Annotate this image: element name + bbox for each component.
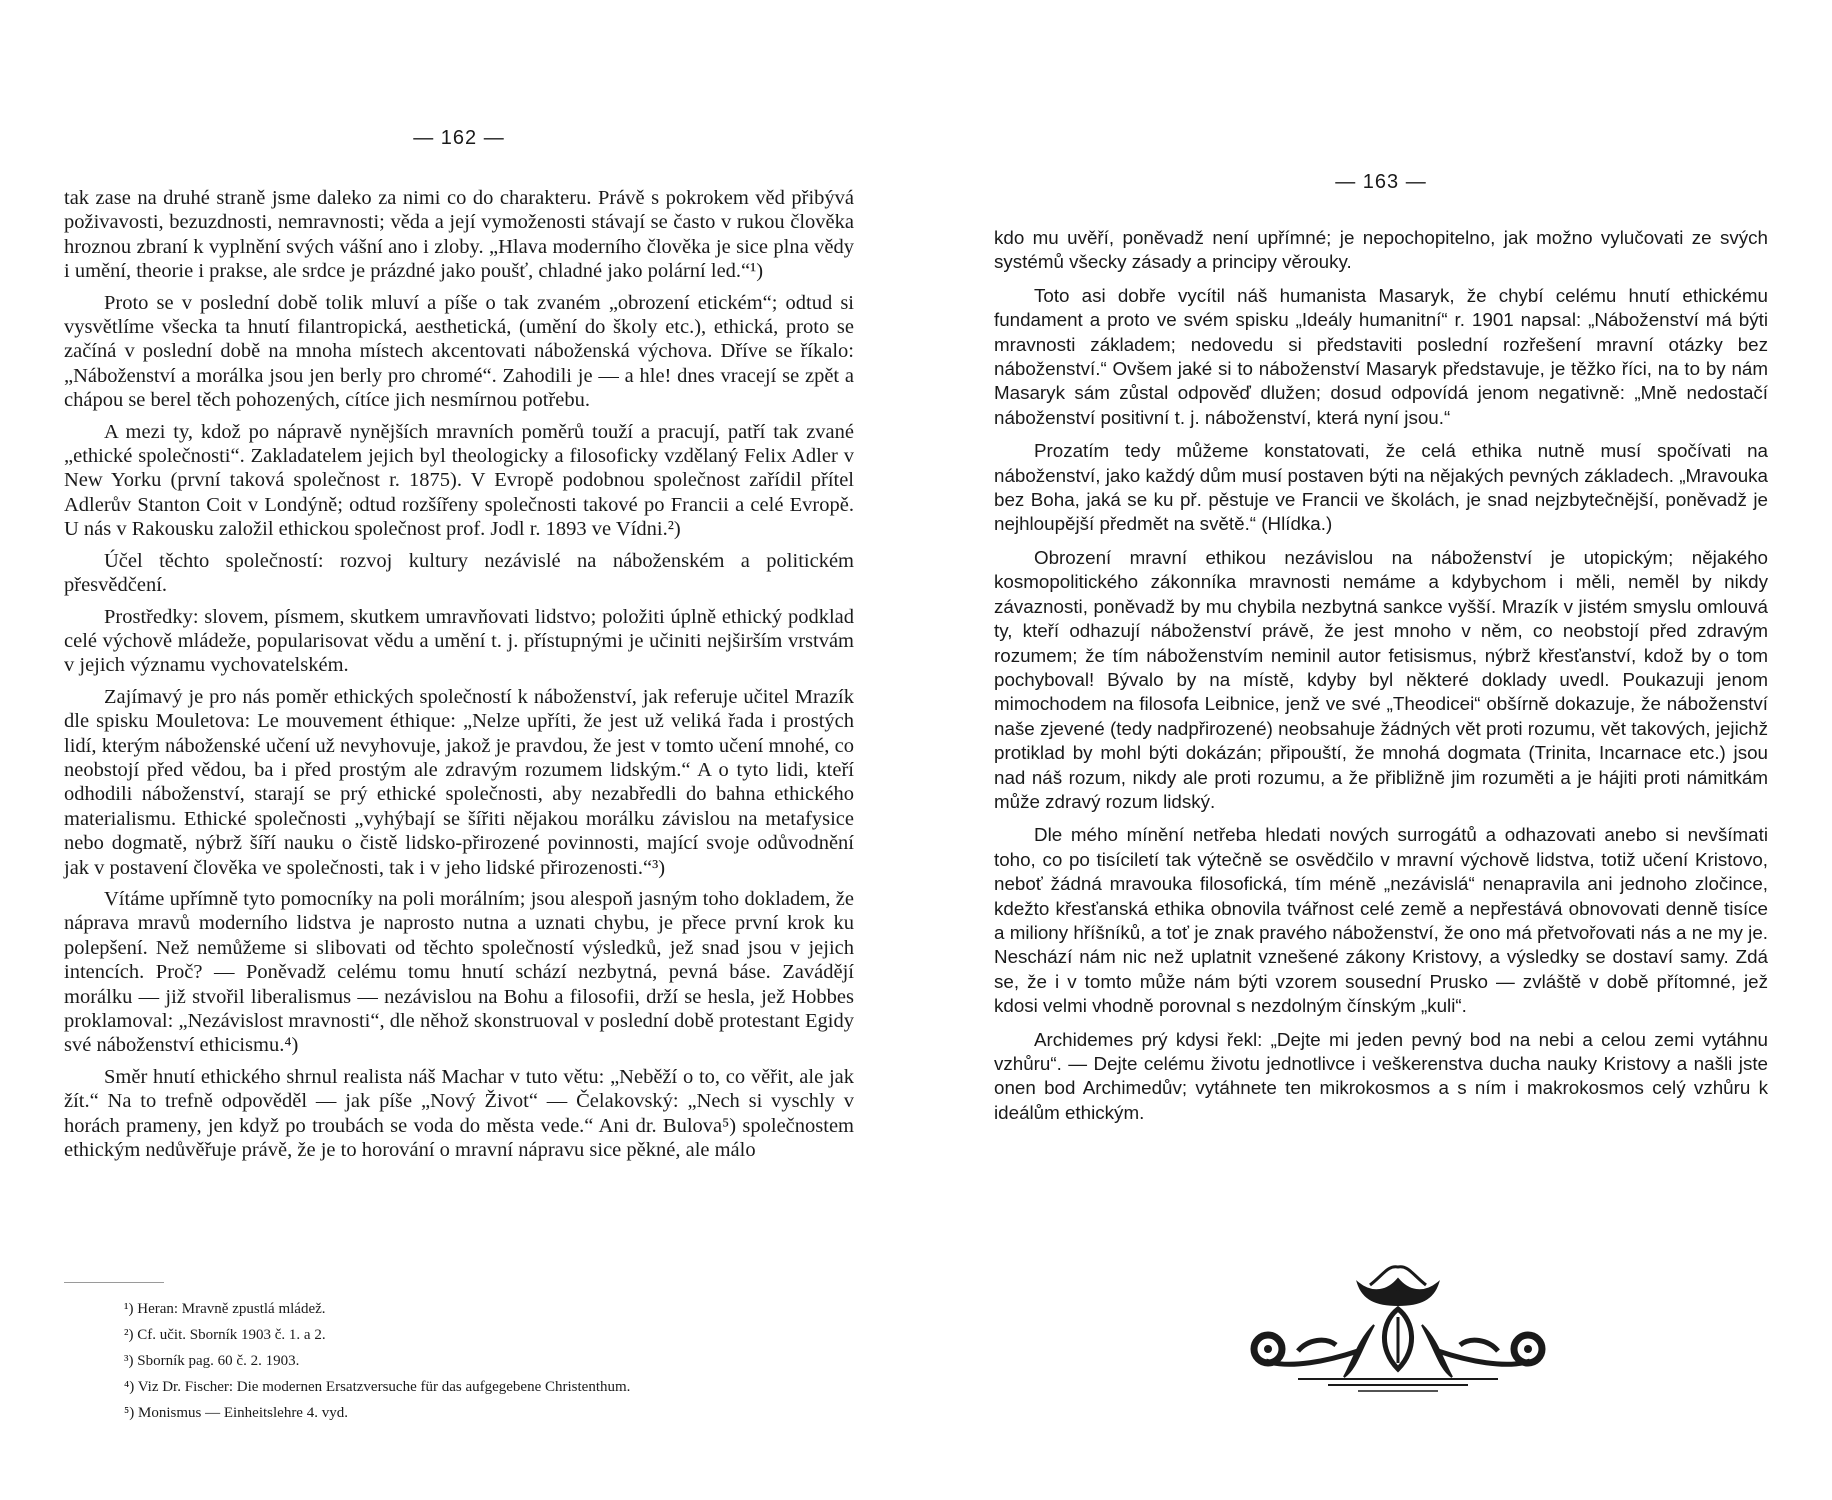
footnote-mark: ³) bbox=[124, 1353, 134, 1369]
body-text bbox=[64, 186, 854, 1169]
paragraph: Prozatím tedy můžeme konstatovati, že celá ethika nutně musí spočívati na náboženství, jako každý dům musí postaven býti na nějakých pevných základech. „Mravouka bez Boha, jaká se ku př. pěstuje ve Francii ve školách, je snad nejzbytečnější, poněvadž je nejhloupější předmět na světě.“ (Hlídka.) bbox=[994, 440, 1768, 535]
paragraph: Prostředky: slovem, písmem, skutkem umravňovati lidstvo; položiti úplně ethický podklad celé výchově mládeže, popularisovat vědu a umění t. j. přístupnými je učiniti nejširším vrstvám v jejich významu vychovatelském. bbox=[64, 605, 854, 677]
paragraph: Dle mého mínění netřeba hledati nových surrogátů a odhazovati anebo si nevšímati toho, co po tisíciletí tak výtečně se osvědčilo v mravní výchově lidstva, totiž učení Kristovo, neboť žádná mravouka filosofická, tím méně „nezávislá“ nenapravila ani jednoho zločince, kdežto křesťanská ethika obnovila tvářnost celé země a nepřestává obnovovati denně tisíce a miliony hříšníků, a toť je znak pravého náboženství, že ono má přetvořovati nás a ne my je. Neschází nám nic než uplatnit vznešené zákony Kristovy, a výsledky se dostaví samy. Zdá se, že i v tomto může nám býti vzorem sousední Prusko — zvláště v době přítomné, jež kdosi velmi vhodně porovnal s nezdolným čínským „kuli“. bbox=[994, 824, 1768, 1017]
page-number: — 162 — bbox=[413, 127, 505, 149]
footnote-mark: ²) bbox=[124, 1327, 134, 1343]
footnote bbox=[124, 1348, 864, 1374]
paragraph: Zajímavý je pro nás poměr ethických společností k náboženství, jak referuje učitel Mrazík dle spisku Mouletova: Le mouvement éthique: „Nelze upříti, že jest už veliká řada i prostých lidí, kterým náboženské učení už nevyhovuje, jakož je pravdou, že jest v tomto učení mnohé, co neobstojí před vědou, ba i před prostým ale zdravým rozumem lidským.“ A o tyto lidi, kteří odhodili náboženství, starají se prý ethické společnosti, aby nezabředli do bahna ethického materialismu. Ethické společnosti „vyhýbají se šířiti nějakou morálku závislou na metafysice nebo dogmatě, nýbrž šíří nauku o čistě lidsko-přirozené povinnosti, mající svoje odůvodnění jak v postavení člověka ve společnosti, tak i v jeho lidské přirozenosti.“³) bbox=[64, 685, 854, 879]
footnote bbox=[124, 1322, 864, 1348]
paragraph: Proto se v poslední době tolik mluví a píše o tak zvaném „obrození etickém“; odtud si vysvětlíme všecka ta hnutí filantropická, aesthetická, (umění do školy etc.), ethická, proto se začíná v poslední době na mnoha místech akcentovati náboženská výchova. Dříve se říkalo: „Náboženství a morálka jsou jen berly pro chromé“. Zahodili je — a hle! dnes vracejí se zpět a chápou se berel těch pohozených, cítíce jich nesmírnou potřebu. bbox=[64, 291, 854, 412]
paragraph: A mezi ty, kdož po nápravě nynějších mravních poměrů touží a pracují, patří tak zvané „ethické společnosti“. Zakladatelem jejich byl theologicky a filosoficky vzdělaný Felix Adler v New Yorku (první taková společnost r. 1875). V Evropě podobnou společnost zařídil přítel Adlerův Stanton Coit v Londýně; odtud rozšířeny společnosti takové po Francii a celé Evropě. U nás v Rakousku založil ethickou společnost prof. Jodl r. 1893 ve Vídni.²) bbox=[64, 420, 854, 541]
footnote-text: Heran: Mravně zpustlá mládež. bbox=[137, 1301, 326, 1317]
paragraph: Vítáme upřímně tyto pomocníky na poli morálním; jsou alespoň jasným toho dokladem, že náprava mravů moderního lidstva je naprosto nutna a uznati chybu, je přece první krok ku polepšení. Než nemůžeme si slibovati od těchto společností výsledků, jež snad jsou v jejich intencích. Proč? — Poněvadž celému tomu hnutí schází nezbytná, pevná báse. Zavádějí morálku — již stvořil liberalismus — nezávislou na Bohu a filosofii, drží se hesla, jež Hobbes proklamoval: „Nezávislost mravnosti“, dle něhož skonstruoval v poslední době protestant Egidy své náboženství ethicismu.⁴) bbox=[64, 887, 854, 1057]
footnote bbox=[124, 1400, 864, 1426]
footnote bbox=[124, 1296, 864, 1322]
footnote-text: Monismus — Einheitslehre 4. vyd. bbox=[137, 1405, 348, 1421]
paragraph: Účel těchto společností: rozvoj kultury nezávislé na náboženském a politickém přesvědčení. bbox=[64, 549, 854, 597]
footnote-mark: ¹) bbox=[124, 1301, 134, 1317]
footnote-mark: ⁵) bbox=[124, 1405, 135, 1421]
footnote-text: Sborník pag. 60 č. 2. 1903. bbox=[137, 1353, 300, 1369]
paragraph: Obrození mravní ethikou nezávislou na náboženství je utopickým; nějakého kosmopolitického zákonníka mravnosti nemáme a kdybychom i měli, neměl by nikdy závaznosti, poněvadž by mu chybila nezbytná sankce vyšší. Mrazík v jistém smyslu omlouvá ty, kteří odhazují náboženství právě, že jest mnoho v něm, co neobstojí před zdravým rozumem; že tím náboženstvím neminil autor fetisismus, nýbrž křesťanství, kdož by o tom pochyboval! Bývalo by na místě, kdyby byl některé doklady uvedl. Poukazuji jenom mimochodem na filosofa Leibnice, jenž ve své „Theodicei“ obšírně dokazuje, že náboženství naše zjevené (tedy nadpřirozené) neobsahuje žádných vět proti rozumu, vět takových, jejichž protiklad by mohl býti dokázán; připouští, že mnohá dogmata (Trinita, Incarnace etc.) jsou nad náš rozum, nikdy ale proti rozumu, a že přibližně jim rozuměti a je hájiti proti námitkám může zdravý rozum lidský. bbox=[994, 546, 1768, 812]
footnote-mark: ⁴) bbox=[124, 1379, 135, 1395]
footnote-text: Cf. učit. Sborník 1903 č. 1. a 2. bbox=[137, 1327, 326, 1343]
paragraph: Směr hnutí ethického shrnul realista náš Machar v tuto větu: „Neběží o to, co věřit, ale jak žít.“ Na to trefně odpověděl — jak píše „Nový Život“ — Čelakovský: „Nech si vyschly v horách prameny, jen když po troubách se voda do města vede.“ Ani dr. Bulova⁵) společnostem ethickým nedůvěřuje právě, že je to horování o mravní nápravu sice pěkné, ale málo bbox=[64, 1065, 854, 1162]
body-text bbox=[994, 226, 1768, 1134]
floral-tailpiece-ornament-icon bbox=[1238, 1265, 1558, 1395]
footnote-separator bbox=[64, 1282, 164, 1283]
footnotes bbox=[124, 1296, 864, 1426]
paragraph: tak zase na druhé straně jsme daleko za nimi co do charakteru. Právě s pokrokem věd přibývá poživavosti, bezuzdnosti, nemravnosti; věda a její vymoženosti stávají se často v rukou člověka hroznou zbraní k vyplnění svých vášní ano i zloby. „Hlava moderního člověka je sice plna vědy i umění, theorie i prakse, ale srdce je prázdné jako poušť, chladné jako polární led.“¹) bbox=[64, 187, 854, 283]
paragraph: Archidemes prý kdysi řekl: „Dejte mi jeden pevný bod na nebi a celou zemi vytáhnu vzhůru“. — Dejte celému životu jednotlivce i veškerenstva ducha nauky Kristovy a našli jste onen bod Archimedův; vytáhnete ten mikrokosmos a s ním i makrokosmos celý vzhůru k ideálům ethickým. bbox=[994, 1028, 1768, 1123]
footnote-text: Viz Dr. Fischer: Die modernen Ersatzversuche für das aufgegebene Christenthum. bbox=[137, 1379, 631, 1395]
paragraph: kdo mu uvěří, poněvadž není upřímné; je nepochopitelno, jak možno vylučovati ze svých systémů všecky zásady a principy věrouky. bbox=[994, 227, 1768, 273]
page-number: — 163 — bbox=[1335, 171, 1427, 193]
footnote bbox=[124, 1374, 864, 1400]
paragraph: Toto asi dobře vycítil náš humanista Masaryk, že chybí celému hnutí ethickému fundament a proto ve svém spisku „Ideály humanitní“ r. 1901 napsal: „Náboženství má býti mravnosti základem; nedovedu si představiti poslední rozřešení mravní otázky bez náboženství.“ Ovšem jaké si to náboženství Masaryk představuje, je těžko říci, na to by nám Masaryk sám zůstal odpověď dlužen; dosud odpovídá jenom negativně: „Mně nedostačí náboženství positivní t. j. náboženství, která nyní jsou.“ bbox=[994, 284, 1768, 428]
